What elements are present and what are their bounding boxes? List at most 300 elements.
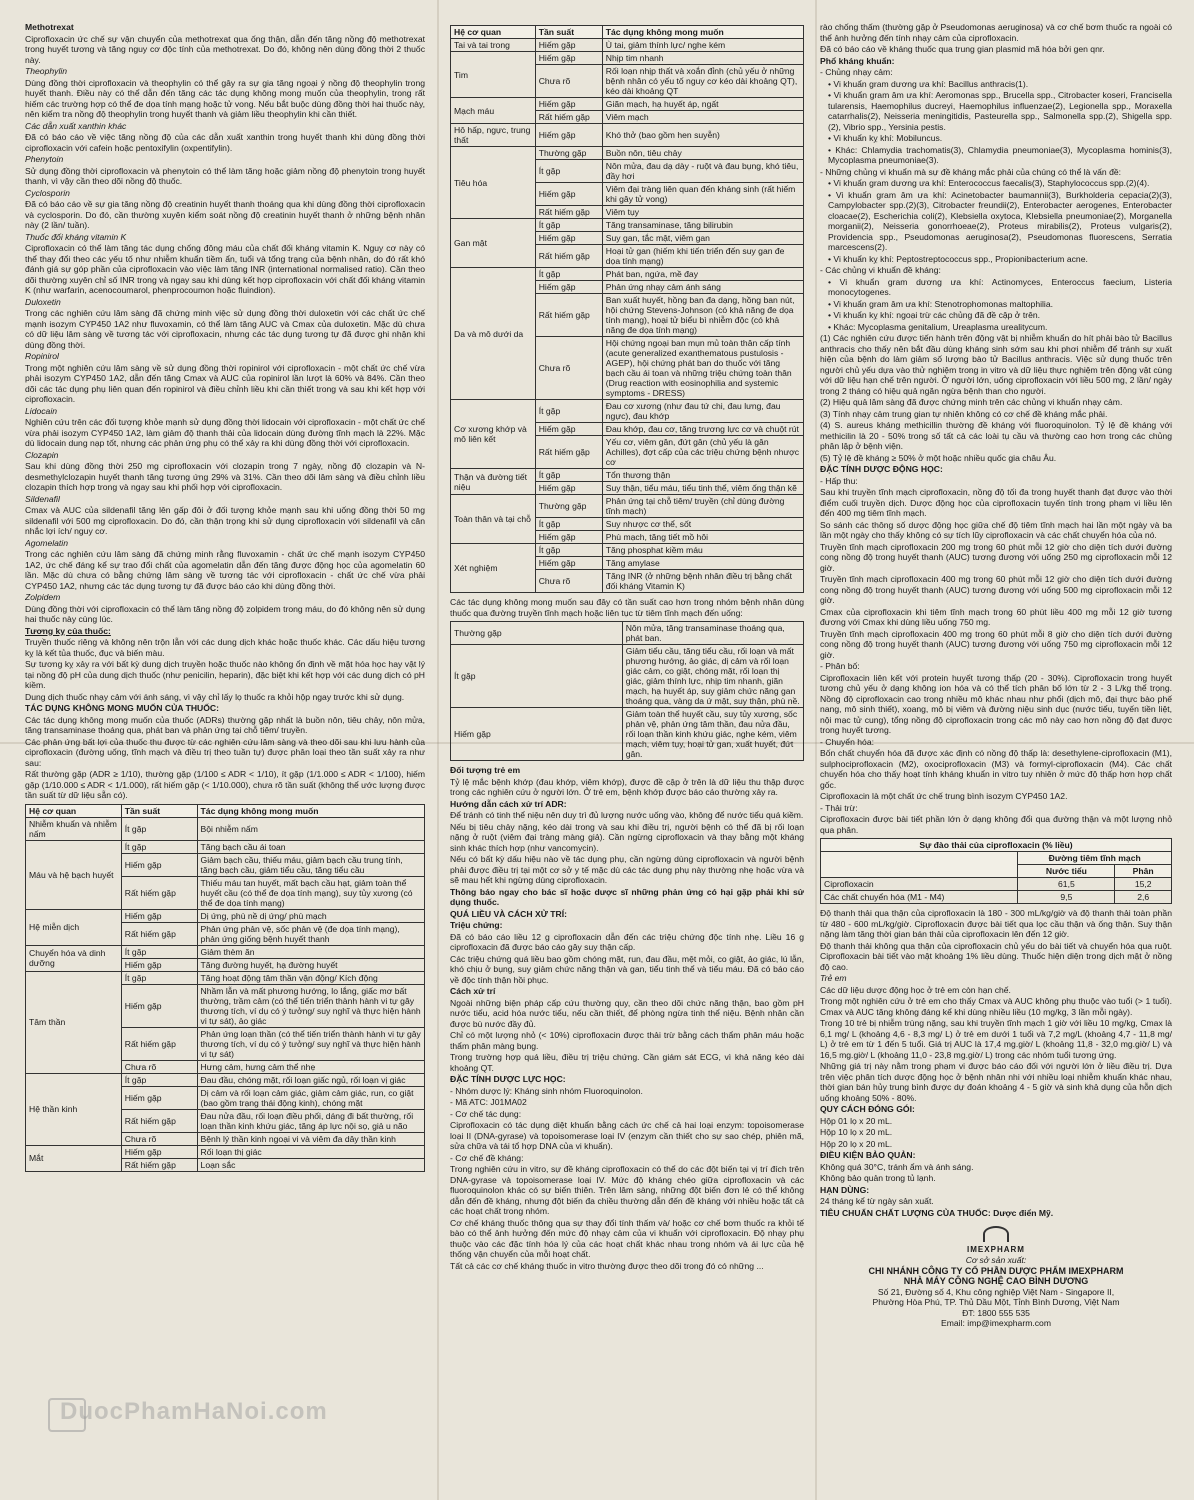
address-line: Số 21, Đường số 4, Khu công nghiệp Việt Nam - Singapore II,	[877, 1286, 1115, 1297]
table-row	[26, 971, 425, 984]
table-cell: Hiếm gặp	[535, 183, 602, 206]
table-cell: Hiếm gặp	[535, 531, 602, 544]
bullet-icon: •	[828, 310, 834, 320]
table-row	[26, 840, 425, 853]
table-cell: Tăng đường huyết, hạ đường huyết	[197, 958, 424, 971]
paragraph: Trong trường hợp quá liều, điều trị triệu chứng. Cần giám sát ECG, vì khả năng kéo dài khoảng QT.	[450, 1052, 804, 1073]
table-cell: Nhầm lẫn và mất phương hướng, lo lắng, giấc mơ bất thường, trầm cảm (có thể tiến triển thành hành vi tự gây thương tích, ví dụ có ý tưởng/ suy nghĩ và thực hiện hành vi tự sát), ảo giác	[197, 984, 424, 1027]
paragraph: Truyền tĩnh mạch ciprofloxacin 400 mg trong 60 phút mỗi 12 giờ cho diện tích dưới đường cong nồng độ trong huyết thanh (AUC) tương đương với uống 500 mg ciprofloxacin mỗi 12 giờ.	[820, 574, 1172, 605]
subheading: Zolpidem	[25, 592, 61, 602]
table-cell: Ù tai, giảm thính lực/ nghe kém	[602, 39, 803, 52]
logo-text: IMEXPHARM	[967, 1244, 1025, 1254]
bullet-icon: •	[828, 78, 834, 89]
paragraph: Hộp 01 lọ x 20 mL.	[820, 1115, 893, 1126]
table-row	[451, 469, 804, 482]
table-cell: Mạch máu	[451, 98, 536, 124]
paragraph	[820, 190, 1172, 253]
adverse-effects-table-1	[25, 804, 425, 1172]
table-row	[451, 708, 804, 761]
table-header: Tác dụng không mong muốn	[197, 804, 424, 817]
table-row	[451, 544, 804, 557]
paragraph: Truyền tĩnh mạch ciprofloxacin 200 mg trong 60 phút mỗi 12 giờ cho diện tích dưới đường cong nồng độ trong huyết thanh (AUC) tương đương với uống 250 mg ciprofloxacin mỗi 12 giờ.	[820, 541, 1172, 573]
paragraph: Các phản ứng bất lợi của thuốc thu được từ các nghiên cứu lâm sàng và theo dõi sau khi lưu hành của ciprofloxacin (đường uống, tĩnh mạch và điều trị theo tuần tự) được phân loại theo tần suất xảy ra như sau:	[25, 736, 425, 768]
paragraph: Đã có báo cáo về sự gia tăng nồng độ creatinin huyết thanh thoáng qua khi dùng đồng thời ciprofloxacin và cyclosporin. Do đó, cần thường xuyên kiểm soát nồng độ creatinin huyết thanh ở những bệnh nhân này (2 lần/ tuần).	[25, 199, 425, 230]
paragraph: Sau khi dùng đồng thời 250 mg ciprofloxacin với clozapin trong 7 ngày, nồng độ clozapin và N-desmethylclozapin huyết thanh tăng tương ứng 29% và 31%. Cần theo dõi lâm sàng và điều chỉnh liều clozapin thích hợp trong và ngay sau khi phối hợp với ciprofloxacin.	[25, 461, 425, 492]
paragraph: (2) Hiệu quả lâm sàng đã được chứng minh trên các chủng vi khuẩn nhạy cảm.	[820, 397, 1123, 407]
subheading: Ropinirol	[25, 351, 59, 361]
table-cell: Thận và đường tiết niệu	[451, 469, 536, 495]
right-column	[820, 22, 1172, 1492]
paragraph: Dùng đồng thời ciprofloxacin và theophylin có thể gây ra sự gia tăng ngoại ý nồng độ theophylin trong huyết thanh. Điều này có thể dẫn đến tăng các tác dụng không mong muốn của theophylin, trong rất hiếm các trường hợp có thể đe dọa tính mạng hoặc tử vong. Nếu bắt buộc dùng đồng thời hai thuốc này, nên kiểm tra nồng độ theophylin trong huyết thanh và giảm liều theophylin khi cần thiết.	[25, 77, 425, 119]
bullet-text: Vi khuẩn kỵ khí: ngoại trừ các chủng đã đề cập ở trên.	[833, 310, 1041, 320]
paragraph: Ngoài những biện pháp cấp cứu thường quy, cần theo dõi chức năng thận, bao gồm pH nước tiểu, acid hóa nước tiểu, nếu cần thiết, để phòng ngừa tinh thể niệu. Bệnh nhân cần được bù nước đầy đủ.	[450, 997, 804, 1029]
table-cell: Hiếm gặp	[121, 853, 197, 876]
table-cell: Hội chứng ngoại ban mụn mủ toàn thân cấp tính (acute generalized exanthematous pustulosis - AGEP), hội chứng phát ban do thuốc với tăng bạch cầu ái toan và những triệu chứng toàn thân (Drug reaction with eosinophilia and systemic symptoms - DRESS)	[602, 337, 803, 400]
paragraph: Trong 10 trẻ bị nhiễm trùng nặng, sau khi truyền tĩnh mạch 1 giờ với liều 10 mg/kg, Cmax là 6,1 mg/ L (khoảng 4,6 - 8,3 mg/ L) ở trẻ em dưới 1 tuổi và 7,2 mg/L (khoảng 4,7 - 11,8 mg/ L) ở trẻ em từ 1 đến 5 tuổi. Giá trị AUC là 17,4 mg.giờ/ L (khoảng 11,8 - 32,0 mg.giờ/ L) và 16,5 mg.giờ/ L (khoảng 11,0 - 23,8 mg.giờ/ L) trong các nhóm tuổi tương ứng.	[820, 1018, 1172, 1060]
paragraph: Ciprofloxacin là một chất ức chế trung bình isozym CYP450 1A2.	[820, 791, 1068, 801]
table-cell: Tâm thần	[26, 971, 122, 1073]
table-row	[451, 268, 804, 281]
paragraph: Nghiên cứu trên các đối tượng khỏe mạnh sử dụng đồng thời lidocain với ciprofloxacin - một chất ức chế vừa phải isozym CYP450 1A2, làm giảm độ thanh thải của lidocain dùng đường tĩnh mạch là 22%. Mặc dù lidocain dung nạp tốt, nhưng các phản ứng phụ có thể xảy ra khi dùng đồng thời với ciprofloxacin.	[25, 417, 425, 448]
bullet-text: Khác: Mycoplasma genitalium, Ureaplasma urealitycum.	[833, 321, 1048, 332]
table-cell: Hiếm gặp	[121, 1086, 197, 1109]
table-cell: Máu và hệ bạch huyết	[26, 840, 122, 909]
table-row	[451, 147, 804, 160]
table-cell: Rất hiếm gặp	[121, 1158, 197, 1171]
paragraph	[820, 310, 1172, 321]
company-name: CHI NHÁNH CÔNG TY CỔ PHẦN DƯỢC PHẨM IMEXPHARM	[868, 1265, 1124, 1276]
section-heading: Thông báo ngay cho bác sĩ hoặc dược sĩ những phản ứng có hại gặp phải khi sử dụng thuốc.	[450, 886, 804, 907]
section-heading: ĐIỀU KIỆN BẢO QUẢN:	[820, 1150, 916, 1160]
paragraph: Đã có báo cáo về kháng thuốc qua trung gian plasmid mã hóa bởi gen qnr.	[820, 44, 1105, 54]
bullet-text: Vi khuẩn gram âm ưa khí: Acinetobacter baumannii(3), Burkholderia cepacia(2)(3), Campylobacter spp.(2)(3), Citrobacter freundii(2), Enterobacter aerogenes, Enterobacter cloacae(2), Escherichia coli(2), Klebsiella oxytoca, Klebsiella pneumoniae(2), Morganella morganii(2), Neisseria gonorrhoeae(2), Proteus mirabilis(2), Proteus vulgaris(2), Providencia spp., Pseudomonas aeruginosa(2), Pseudomonas fluorescens, Serratia marcescens(2).	[828, 189, 1172, 252]
table-cell: Buồn nôn, tiêu chảy	[602, 147, 803, 160]
table-cell: Tăng hoạt động tâm thần vận động/ Kích động	[197, 971, 424, 984]
table-cell: Đau nửa đầu, rối loạn điều phối, dáng đi bất thường, rối loạn thần kinh khứu giác, tăng áp lực nội sọ, giả u não	[197, 1109, 424, 1132]
table-cell: Ít gặp	[535, 469, 602, 482]
table-cell: Ít gặp	[121, 945, 197, 958]
section-heading: Tương kỵ của thuốc:	[25, 625, 111, 636]
left-paragraphs	[25, 22, 425, 801]
excretion-col: Nước tiểu	[1018, 865, 1115, 878]
table-row	[451, 98, 804, 111]
imexpharm-logo	[820, 1226, 1172, 1255]
paragraph: Dùng đồng thời với ciprofloxacin có thể làm tăng nồng độ zolpidem trong máu, do đó không nên sử dụng hai thuốc này cùng lúc.	[25, 603, 425, 624]
paragraph: (4) S. aureus kháng methicillin thường đề kháng với fluoroquinolon. Tỷ lệ đề kháng với methicilin là 20 - 50% trong số tất cả các loài tụ cầu và thường cao hơn trong các chủng phân lập ở bệnh viện.	[820, 420, 1172, 451]
table-row	[451, 495, 804, 518]
table-cell: Ít gặp	[535, 544, 602, 557]
paragraph: Nếu có bất kỳ dấu hiệu nào về tác dụng phụ, cần ngừng dùng ciprofloxacin và người bệnh phải được điều trị tại một cơ sở y tế mặc dù các tác dụng phụ này thường nhẹ hoặc vừa và sẽ mau hết khi ngừng dùng ciprofloxacin.	[450, 854, 804, 885]
email: Email: imp@imexpharm.com	[941, 1318, 1051, 1328]
table-cell: Hiếm gặp	[121, 958, 197, 971]
table-cell: Nôn mửa, đau dạ dày - ruột và đau bụng, khó tiêu, đầy hơi	[602, 160, 803, 183]
paragraph: Dung dịch thuốc nhạy cảm với ánh sáng, vì vậy chỉ lấy lọ thuốc ra khỏi hộp ngay trước khi sử dụng.	[25, 691, 405, 702]
bullet-icon: •	[828, 321, 834, 332]
table-row	[451, 52, 804, 65]
paragraph: Ciprofloxacin được bài tiết phần lớn ở dạng không đổi qua đường thận và một lượng nhỏ qua phân.	[820, 814, 1172, 835]
table-cell: Tăng transaminase, tăng bilirubin	[602, 219, 803, 232]
excretion-table	[820, 838, 1172, 904]
table-cell: Bệnh lý thần kinh ngoại vi và viêm đa dây thần kinh	[197, 1132, 424, 1145]
paragraph	[820, 322, 1172, 333]
paragraph: Truyền tĩnh mạch ciprofloxacin 400 mg trong 60 phút mỗi 8 giờ cho diện tích dưới đường cong nồng độ trong huyết thanh (AUC) tương đương với uống 750 mg ciprofloxacin mỗi 12 giờ.	[820, 628, 1172, 660]
table-cell: Rất hiếm gặp	[535, 111, 602, 124]
table-cell: Tăng INR (ở những bệnh nhân điều trị bằng chất đối kháng Vitamin K)	[602, 570, 803, 593]
table-cell: Thường gặp	[535, 495, 602, 518]
table-cell: Chuyển hóa và dinh dưỡng	[26, 945, 122, 971]
table-cell: Chưa rõ	[121, 1132, 197, 1145]
table-cell: Giảm bạch cầu, thiếu máu, giảm bạch cầu trung tính, tăng bạch cầu, giảm tiểu cầu, tăng tiểu cầu	[197, 853, 424, 876]
bullet-text: Vi khuẩn gram dương ưa khí: Bacillus anthracis(1).	[833, 78, 1029, 89]
right-paragraphs-2	[820, 908, 1172, 1218]
table-cell: Tổn thương thận	[602, 469, 803, 482]
paragraph: - Hấp thu:	[820, 475, 858, 486]
paragraph: Cmax và AUC của sildenafil tăng lên gấp đôi ở đối tượng khỏe mạnh sau khi uống đồng thời 50 mg sildenafil với 500 mg ciprofloxacin. Do đó, cần thận trọng khi sử dụng ciprofloxacin với sildenafil và cân nhắc lợi ích/ nguy cơ.	[25, 505, 425, 536]
table-cell: Chưa rõ	[535, 65, 602, 98]
excretion-table-title: Sự đào thải của ciprofloxacin (% liều)	[821, 839, 1172, 852]
subheading: Sildenafil	[25, 493, 60, 504]
paragraph: Độ thanh thải không qua thận của ciprofloxacin chủ yếu do bài tiết và chuyển hóa qua ruột. Ciprofloxacin bài tiết vào mật khoảng 1% liều dùng. Thuốc hiện diện trong dịch mật ở nồng độ cao.	[820, 940, 1172, 972]
paragraph: - Các chủng vi khuẩn đề kháng:	[820, 265, 941, 275]
section-heading: Triệu chứng:	[450, 920, 503, 930]
table-cell: Ít gặp	[535, 400, 602, 423]
paragraph: So sánh các thông số dược động học giữa chế độ tiêm tĩnh mạch hai lần một ngày và ba lần một ngày cho thấy không có sự tích lũy ciprofloxacin và các chất chuyển hóa của nó.	[820, 519, 1172, 540]
bullet-icon: •	[828, 90, 834, 100]
table-cell: Ít gặp	[121, 840, 197, 853]
excretion-cell: 2,6	[1115, 891, 1172, 904]
paragraph: Trong các nghiên cứu lâm sàng đã chứng minh việc sử dụng đồng thời duloxetin với các chất ức chế mạnh isozym CYP450 1A2 như fluvoxamin, có thể làm tăng AUC và Cmax của duloxetin. Mặc dù chưa có dữ liệu lâm sàng về tương tác với ciprofloxacin, nhưng các tác dụng tương tự đã được ghi nhận khi dùng đồng thời.	[25, 308, 425, 350]
table-cell: Thường gặp	[535, 147, 602, 160]
table-cell: Yếu cơ, viêm gân, đứt gân (chủ yếu là gân Achilles), đợt cấp của các triệu chứng bệnh nhược cơ	[602, 436, 803, 469]
paragraph: Rất thường gặp (ADR ≥ 1/10), thường gặp (1/100 ≤ ADR < 1/10), ít gặp (1/1.000 ≤ ADR < 1/100), hiếm gặp (1/10.000 ≤ ADR < 1/1.000), rất hiếm gặp (< 1/10.000), chưa rõ tần suất (không thể ước lượng được tần suất từ dữ liệu sẵn có).	[25, 769, 425, 800]
table-cell: Hiếm gặp	[535, 557, 602, 570]
section-heading: Phổ kháng khuẩn:	[820, 55, 895, 66]
paragraph: Hộp 20 lọ x 20 mL.	[820, 1138, 893, 1149]
table-cell: Hiếm gặp	[121, 1145, 197, 1158]
table-cell: Viêm mạch	[602, 111, 803, 124]
table-header: Tần suất	[121, 804, 197, 817]
table-cell: Phản ứng nhạy cảm ánh sáng	[602, 281, 803, 294]
paragraph: - Phân bố:	[820, 661, 860, 671]
paragraph: Tất cả các cơ chế kháng thuốc in vitro thường được theo dõi trong đó có những ...	[450, 1260, 764, 1271]
phone: ĐT: 1800 555 535	[962, 1307, 1030, 1318]
paragraph: Hộp 10 lọ x 20 mL.	[820, 1127, 893, 1137]
paragraph: Nếu bị tiêu chảy nặng, kéo dài trong và sau khi điều trị, người bệnh có thể đã bị rối loạn nặng ở ruột (viêm đại tràng màng giả). Cần ngừng ciprofloxacin và thay bằng một kháng sinh khác thích hợp (như vancomycin).	[450, 821, 804, 853]
table-row	[451, 124, 804, 147]
table-row	[26, 1145, 425, 1158]
table-cell: Cơ xương khớp và mô liên kết	[451, 400, 536, 469]
paragraph: Độ thanh thải qua thận của ciprofloxacin là 180 - 300 mL/kg/giờ và độ thanh thải toàn phần từ 480 - 600 mL/kg/giờ. Ciprofloxacin được bài tiết qua lọc cầu thận và ống thận. Suy thận nặng làm tăng thời gian bán thải của ciprofloxacin lên đến 12 giờ.	[820, 908, 1172, 939]
table-header: Hệ cơ quan	[26, 804, 122, 817]
paragraph: Trong một nghiên cứu lâm sàng về sử dụng đồng thời ropinirol với ciprofloxacin - một chất ức chế vừa phải isozym CYP450 1A2, dẫn đến tăng Cmax và AUC của ropinirol lần lượt là 60% và 84%. Cần theo dõi các tác dụng phụ liên quan đến ropinirol và điều chỉnh liều khi cần thiết trong và sau khi kết hợp với ciprofloxacin.	[25, 362, 425, 404]
subheading: Thuốc đối kháng vitamin K	[25, 231, 127, 242]
middle-column	[450, 22, 804, 1492]
table-cell: Phát ban, ngứa, mề đay	[602, 268, 803, 281]
paragraph: Trong các nghiên cứu lâm sàng đã chứng minh rằng fluvoxamin - chất ức chế mạnh isozym CYP450 1A2, ức chế đáng kể sự trao đổi chất của agomelatin dẫn đến tăng được động học của agomelatin 60 lần. Mặc dù chưa có bằng chứng lâm sàng về tương tác với ciprofloxacin - chất ức chế vừa phải CYP450 1A2, nhưng các tác dụng tương tự đã được báo cáo khi dùng đồng thời.	[25, 549, 425, 591]
bullet-icon: •	[828, 189, 836, 200]
section-heading: QUY CÁCH ĐÓNG GÓI:	[820, 1104, 915, 1114]
paragraph	[820, 145, 1172, 166]
paragraph: Ciprofloxacin có thể làm tăng tác dụng chống đông máu của chất đối kháng vitamin K. Nguy cơ này có thể thay đổi theo các yếu tố như nhiễm khuẩn tiềm ẩn, tuổi và tổng trạng của bệnh nhân, do đó rất khó đánh giá sự góp phần của ciprofloxacin vào việc làm tăng INR (international normalised ratio). Cần theo dõi thường xuyên chỉ số INR trong và ngay sau khi dùng kết hợp ciprofloxacin với chất đối kháng vitamin K (như warfarin, acenocoumarol, phenprocoumon hoặc fluindion).	[25, 243, 425, 295]
excretion-subheader: Đường tiêm tĩnh mạch	[1018, 852, 1172, 865]
middle-paragraphs	[450, 765, 804, 1271]
bullet-text: Vi khuẩn gram dương ưa khí: Actinomyces, Enteroccus faecium, Listeria monocytogenes.	[828, 276, 1172, 297]
paragraph: Sau khi truyền tĩnh mạch ciprofloxacin, nồng độ tối đa trong huyết thanh đạt được vào thời điểm cuối truyền dịch. Dược động học của ciprofloxacin tuyến tính trong phạm vi liều lên đến 400 mg tiêm tĩnh mạch.	[820, 487, 1172, 518]
table-header: Tần suất	[535, 26, 602, 39]
paragraph: Sự tương kỵ xảy ra với bất kỳ dung dịch truyền hoặc thuốc nào không ổn định về mặt hóa học hay vật lý tại nồng độ pH của dung dịch thuốc (như penicilin, heparin), đặc biệt khi kết hợp với các dung dịch có pH kiềm.	[25, 659, 425, 690]
table-cell: Hiếm gặp	[535, 52, 602, 65]
table-row	[451, 400, 804, 423]
table-cell: Giảm tiểu cầu, tăng tiểu cầu, rối loạn và mất phương hướng, ảo giác, dị cảm và rối loạn giác cảm, co giật, chóng mặt, rối loạn thị giác, giảm thính lực, nhịp tim nhanh, giãn mạch, hạ huyết áp, suy giảm chức năng gan thoáng qua, vàng da ứ mật, suy thận, phù nề.	[622, 645, 803, 708]
table-row	[451, 39, 804, 52]
paragraph: Ciprofloxacin có tác dụng diệt khuẩn bằng cách ức chế cả hai loại enzym: topoisomerase loại II (DNA-gyrase) và topoisomerase loại IV (enzym cần thiết cho sự sao chép, phiên mã, sửa chữa và tái tổ hợp DNA của vi khuẩn).	[450, 1120, 804, 1151]
paragraph: Ciprofloxacin liên kết với protein huyết tương thấp (20 - 30%). Ciprofloxacin trong huyết tương chủ yếu ở dạng không ion hóa và có thể tích phân bố lớn từ 2 - 3 L/kg thể trọng. Nồng độ ciprofloxacin cao trong nhiều mô khác nhau như phổi (dịch mô, đại thực bào phế nang, mô sinh thiết), xoang, mô bị viêm và đường niệu sinh dục (nước tiểu, tuyến tiền liệt, nội mạc tử cung), tổng nồng độ ciprofloxacin trong các mô này cao hơn nồng độ đạt được trong huyết tương.	[820, 672, 1172, 735]
paragraph: (5) Tỷ lệ đề kháng ≥ 50% ở một hoặc nhiều quốc gia châu Âu.	[820, 452, 1057, 463]
table-cell: Suy thận, tiểu máu, tiểu tinh thể, viêm ống thận kẽ	[602, 482, 803, 495]
table-cell: Da và mô dưới da	[451, 268, 536, 400]
subheading: Agomelatin	[25, 537, 68, 548]
table-cell: Rất hiếm gặp	[121, 876, 197, 909]
table-cell: Hiếm gặp	[535, 39, 602, 52]
adverse-effects-table-2	[450, 25, 804, 593]
table-cell: Hiếm gặp	[535, 232, 602, 245]
paragraph: - Cơ chế tác dụng:	[450, 1108, 522, 1119]
table-cell: Hiếm gặp	[451, 708, 623, 761]
table-cell: Hô hấp, ngực, trung thất	[451, 124, 536, 147]
table-cell: Rối loạn thị giác	[197, 1145, 424, 1158]
table-cell: Ít gặp	[121, 817, 197, 840]
table-cell: Viêm tụy	[602, 206, 803, 219]
section-heading: Hướng dẫn cách xử trí ADR:	[450, 798, 567, 809]
table-cell: Phản ứng tại chỗ tiêm/ truyền (chỉ dùng đường tĩnh mạch)	[602, 495, 803, 518]
excretion-cell: Ciprofloxacin	[821, 878, 1018, 891]
paragraph	[820, 178, 1172, 189]
paragraph: Sử dụng đồng thời ciprofloxacin và phenytoin có thể làm tăng hoặc giảm nồng độ phenytoin trong huyết thanh, vì vậy cần theo dõi nồng độ thuốc.	[25, 165, 425, 186]
table-cell: Nhịp tim nhanh	[602, 52, 803, 65]
factory-name: NHÀ MÁY CÔNG NGHỆ CAO BÌNH DƯƠNG	[903, 1276, 1089, 1286]
paragraph: (1) Các nghiên cứu được tiến hành trên động vật bị nhiễm khuẩn do hít phải bào tử Bacillus anthracis cho thấy nên bắt đầu dùng kháng sinh sớm sau khi phơi nhiễm để tránh sự xuất hiện của bệnh do làm giảm số lượng bào tử Bacillus anthracis. Việc sử dụng thuốc trên người chủ yếu dựa vào thử nghiệm trong in vitro và dữ liệu thực nghiệm trên động vật cùng với dữ liệu hạn chế trên người. Ở người lớn, uống ciprofloxacin với liều 500 mg, 2 lần/ ngày trong 2 tháng có hiệu quả ngăn ngừa bệnh than cho người.	[820, 333, 1172, 396]
paragraph: - Chủng nhạy cảm:	[820, 67, 893, 77]
section-heading: ĐẶC TÍNH DƯỢC ĐỘNG HỌC:	[820, 464, 943, 474]
paragraph: Những giá trị này nằm trong phạm vi được báo cáo đối với người lớn ở liều điều trị. Dựa trên việc phân tích dược động học ở bệnh nhân nhi với nhiều loại nhiễm khuẩn khác nhau, thời gian bán hủy trung bình được dự đoán khoảng 4 - 5 giờ và sinh khả dụng của hỗn dịch uống khoảng 50% - 80%.	[820, 1061, 1172, 1103]
paragraph: Đã có báo cáo về việc tăng nồng độ của các dẫn xuất xanthin trong huyết thanh khi dùng đồng thời ciprofloxacin với cafein hoặc pentoxifylin (oxpentifylin).	[25, 132, 425, 153]
section-heading: ĐẶC TÍNH DƯỢC LỰC HỌC:	[450, 1074, 566, 1084]
table-cell: Thiếu máu tan huyết, mất bạch cầu hạt, giảm toàn thể huyết cầu (có thể đe dọa tính mạng), suy tủy xương (có thể đe dọa tính mạng)	[197, 876, 424, 909]
table-cell: Ít gặp	[121, 1073, 197, 1086]
table-cell: Loạn sắc	[197, 1158, 424, 1171]
table-cell: Hiếm gặp	[535, 423, 602, 436]
subheading: Phenytoin	[25, 154, 64, 164]
table-cell: Giãn mạch, hạ huyết áp, ngất	[602, 98, 803, 111]
paragraph: - Thải trừ:	[820, 802, 858, 813]
table-cell: Đau cơ xương (như đau tứ chi, đau lưng, đau ngực), đau khớp	[602, 400, 803, 423]
table-cell: Rất hiếm gặp	[121, 1109, 197, 1132]
paragraph: - Mã ATC: J01MA02	[450, 1097, 527, 1107]
section-heading: TÁC DỤNG KHÔNG MONG MUỐN CỦA THUỐC:	[25, 703, 219, 713]
table-cell: Hệ miễn dịch	[26, 909, 122, 945]
table-cell: Hiếm gặp	[121, 909, 197, 922]
bullet-text: Vi khuẩn gram âm ưa khí: Stenotrophomonas maltophilia.	[833, 298, 1054, 309]
table-cell: Bội nhiễm nấm	[197, 817, 424, 840]
section-heading: QUÁ LIỀU VÀ CÁCH XỬ TRÍ:	[450, 908, 567, 919]
table-cell: Hiếm gặp	[121, 984, 197, 1027]
table-cell: Ít gặp	[121, 971, 197, 984]
subheading: Trẻ em	[820, 973, 847, 983]
bullet-text: Vi khuẩn kỵ khí: Peptostreptococcus spp., Propionibacterium acne.	[833, 253, 1088, 264]
table-header: Tác dụng không mong muốn	[602, 26, 803, 39]
table-cell: Ít gặp	[535, 518, 602, 531]
bullet-text: Khác: Chlamydia trachomatis(3), Chlamydia pneumoniae(3), Mycoplasma hominis(3), Mycoplasma pneumoniae(3).	[828, 144, 1172, 165]
table-cell: Đau khớp, đau cơ, tăng trương lực cơ và chuột rút	[602, 423, 803, 436]
bullet-icon: •	[828, 276, 840, 287]
address-line: Phường Hòa Phú, TP. Thủ Dầu Một, Tỉnh Bình Dương, Việt Nam	[872, 1297, 1120, 1307]
paragraph: Các triệu chứng quá liều bao gồm chóng mặt, run, đau đầu, mệt mỏi, co giật, ảo giác, lú lẫn, khó chịu ở bụng, suy giảm chức năng thận và gan, tiểu tinh thể và tiểu máu. Đã có báo cáo về độc tính thận hồi phục.	[450, 953, 804, 985]
table-cell: Chưa rõ	[535, 570, 602, 593]
table-cell: Ít gặp	[451, 645, 623, 708]
table-cell: Hiếm gặp	[535, 98, 602, 111]
subheading: Clozapin	[25, 449, 59, 460]
table-row	[26, 909, 425, 922]
bullet-text: Vi khuẩn gram dương ưa khí: Enterococcus faecalis(3), Staphylococcus spp.(2)(4).	[833, 178, 1150, 188]
table-cell: Phản ứng loạn thần (có thể tiến triển thành hành vi tự gây thương tích, ví dụ có ý tưởng/ suy nghĩ và thực hiện hành vi tự sát)	[197, 1027, 424, 1060]
table-cell: Xét nghiệm	[451, 544, 536, 593]
paragraph: rào chống thấm (thường gặp ở Pseudomonas aeruginosa) và cơ chế bơm thuốc ra ngoài có thể ảnh hưởng đến tính nhạy cảm của ciprofloxacin.	[820, 22, 1172, 43]
table-cell: Dị ứng, phù nề dị ứng/ phù mạch	[197, 909, 424, 922]
table-cell: Khó thở (bao gồm hen suyễn)	[602, 124, 803, 147]
table-cell: Tăng amylase	[602, 557, 803, 570]
excretion-cell: Các chất chuyển hóa (M1 - M4)	[821, 891, 1018, 904]
paragraph: - Nhóm dược lý: Kháng sinh nhóm Fluoroquinolon.	[450, 1085, 643, 1096]
table-cell: Rất hiếm gặp	[535, 294, 602, 337]
table-cell: Toàn thân và tại chỗ	[451, 495, 536, 544]
logo-icon	[983, 1226, 1009, 1242]
paragraph: Không bảo quản trong tủ lạnh.	[820, 1173, 936, 1183]
paragraph: Truyền thuốc riêng và không nên trộn lẫn với các dung dịch khác hoặc thuốc khác. Các dấu hiệu tương kỵ là kết tủa thuốc, đục và biến màu.	[25, 637, 425, 658]
paragraph	[820, 90, 1172, 132]
right-paragraphs	[820, 22, 1172, 835]
paragraph: Đã có báo cáo liều 12 g ciprofloxacin dẫn đến các triệu chứng độc tính nhẹ. Liều 16 g ciprofloxacin đã được báo cáo gây suy thận cấp.	[450, 931, 804, 952]
table-cell: Chưa rõ	[535, 337, 602, 400]
table-cell: Giảm toàn thể huyết cầu, suy tủy xương, sốc phản vệ, phản ứng tâm thần, đau nửa đầu, rối loạn thần kinh khứu giác, nghe kém, viêm mạch, viêm tụy, hoại tử gan, xuất huyết, đứt gân.	[622, 708, 803, 761]
table-cell: Viêm đại tràng liên quan đến kháng sinh (rất hiếm khi gây tử vong)	[602, 183, 803, 206]
watermark: DuocPhamHaNoi.com	[60, 1398, 328, 1425]
table-row	[451, 219, 804, 232]
section-heading: HẠN DÙNG:	[820, 1184, 870, 1195]
paragraph: Các dữ liệu dược động học ở trẻ em còn hạn chế.	[820, 984, 1011, 995]
bullet-icon: •	[828, 133, 834, 143]
paragraph: Trong nghiên cứu in vitro, sự đề kháng ciprofloxacin có thể do các đột biến tại vị trí đích trên DNA-gyrase và topoisomerase loại IV. Mức độ kháng chéo giữa ciprofloxacin và các fluoroquinolon khác có sự biến thiên. Trên lâm sàng, những đột biến đơn lẻ có thể không dẫn đến đề kháng, nhưng đột biến đa chiều thường dẫn đến đề kháng với nhiều hoặc tất cả các hoạt chất trong nhóm.	[450, 1164, 804, 1216]
table-cell: Tai và tai trong	[451, 39, 536, 52]
bullet-icon: •	[828, 298, 834, 309]
subheading: Lidocain	[25, 405, 58, 416]
paragraph	[820, 133, 1172, 144]
section-heading: TIÊU CHUẨN CHẤT LƯỢNG CỦA THUỐC: Dược điển Mỹ.	[820, 1207, 1054, 1218]
table-row	[451, 645, 804, 708]
table-cell: Ít gặp	[535, 160, 602, 183]
table-cell: Ít gặp	[535, 219, 602, 232]
paragraph	[820, 79, 1172, 90]
paragraph	[820, 277, 1172, 298]
table-cell: Suy gan, tắc mật, viêm gan	[602, 232, 803, 245]
excretion-cell: 61,5	[1018, 878, 1115, 891]
excretion-cell: 15,2	[1115, 878, 1172, 891]
table-cell: Gan mật	[451, 219, 536, 268]
paragraph: - Chuyển hóa:	[820, 736, 874, 747]
paragraph: Ciprofloxacin ức chế sự vận chuyển của methotrexat qua ống thận, dẫn đến tăng nồng độ methotrexat trong huyết tương và tăng nguy cơ độc tính của methotrexat. Do đó, không nên dùng đồng thời 2 thuốc này.	[25, 33, 425, 65]
paragraph: Cơ chế kháng thuốc thông qua sự thay đổi tính thấm và/ hoặc cơ chế bơm thuốc ra khỏi tế bào có thể ảnh hưởng đến mức độ nhạy cảm của vi khuẩn với ciprofloxacin. Độ nhạy phụ thuộc vào các đặc tính hóa lý của các hoạt chất khác nhau trong nhóm và ái lực của hệ thống vận chuyển của mỗi hoạt chất.	[450, 1217, 804, 1259]
table-cell: Hiếm gặp	[535, 482, 602, 495]
section-heading: Cách xử trí	[450, 986, 496, 996]
subheading: Các dẫn xuất xanthin khác	[25, 120, 127, 131]
excretion-col: Phân	[1115, 865, 1172, 878]
table-cell: Rất hiếm gặp	[121, 1027, 197, 1060]
iv-intro: Các tác dụng không mong muốn sau đây có tần suất cao hơn trong nhóm bệnh nhân dùng thuốc qua đường truyền tĩnh mạch hoặc liên tục từ tiêm tĩnh mạch đến uống:	[450, 597, 804, 618]
section-heading: Methotrexat	[25, 22, 74, 32]
subheading: Duloxetin	[25, 296, 61, 307]
bullet-text: Vi khuẩn kỵ khí: Mobiluncus.	[833, 133, 943, 143]
table-cell: Giảm thèm ăn	[197, 945, 424, 958]
bullet-text: Vi khuẩn gram âm ưa khí: Aeromonas spp., Brucella spp., Citrobacter koseri, Francisella tularensis, Haemophilus ducreyi, Haemophilus influenzae(2), Legionella spp., Moraxella catarrhalis(2), Neisseria meningitidis, Pasteurella spp., Salmonella spp.(2), Shigella spp.(2), Vibrio spp., Yersinia pestis.	[828, 90, 1172, 132]
table-cell: Dị cảm và rối loạn cảm giác, giảm cảm giác, run, co giật (bao gồm trạng thái động kinh), chóng mặt	[197, 1086, 424, 1109]
paragraph: 24 tháng kể từ ngày sản xuất.	[820, 1196, 934, 1206]
table-cell: Nhiễm khuẩn và nhiễm nấm	[26, 817, 122, 840]
table-row	[26, 945, 425, 958]
paragraph: Cmax của ciprofloxacin khi tiêm tĩnh mạch trong 60 phút liều 400 mg mỗi 12 giờ tương đương với Cmax khi dùng liều uống 750 mg.	[820, 606, 1172, 627]
bullet-icon: •	[828, 253, 834, 264]
table-cell: Đau đầu, chóng mặt, rối loạn giấc ngủ, rối loạn vị giác	[197, 1073, 424, 1086]
table-cell: Rối loạn nhịp thất và xoắn đỉnh (chủ yếu ở những bệnh nhân có yếu tố nguy cơ kéo dài khoảng QT), kéo dài khoảng QT	[602, 65, 803, 98]
paragraph: (3) Tính nhạy cảm trung gian tự nhiên không có cơ chế đề kháng mắc phải.	[820, 408, 1108, 419]
table-cell: Hưng cảm, hưng cảm thể nhẹ	[197, 1060, 424, 1073]
paragraph: Các tác dụng không mong muốn của thuốc (ADRs) thường gặp nhất là buồn nôn, tiêu chảy, nôn mửa, tăng transaminase thoáng qua, phát ban và phản ứng tại chỗ tiêm/ truyền.	[25, 714, 425, 735]
table-row	[26, 817, 425, 840]
excretion-cell: 9,5	[1018, 891, 1115, 904]
table-cell: Hệ thần kinh	[26, 1073, 122, 1145]
section-heading: Đối tượng trẻ em	[450, 765, 521, 775]
paragraph: - Những chủng vi khuẩn mà sự đề kháng mắc phải của chúng có thể là vấn đề:	[820, 166, 1122, 177]
manufacturer-label: Cơ sở sản xuất:	[965, 1255, 1027, 1265]
table-cell: Hiếm gặp	[535, 124, 602, 147]
table-cell: Rất hiếm gặp	[535, 206, 602, 219]
subheading: Theophylin	[25, 66, 68, 76]
fold-line	[437, 0, 439, 1500]
table-cell: Thường gặp	[451, 622, 623, 645]
table-cell: Rất hiếm gặp	[535, 245, 602, 268]
table-cell: Tăng phosphat kiềm máu	[602, 544, 803, 557]
table-cell: Suy nhược cơ thể, sốt	[602, 518, 803, 531]
paragraph: Không quá 30°C, tránh ẩm và ánh sáng.	[820, 1161, 974, 1172]
subheading: Cyclosporin	[25, 187, 70, 198]
table-cell: Nôn mửa, tăng transaminase thoáng qua, phát ban.	[622, 622, 803, 645]
paragraph: - Cơ chế đề kháng:	[450, 1152, 524, 1163]
table-cell: Phù mạch, tăng tiết mồ hôi	[602, 531, 803, 544]
paragraph: Để tránh có tinh thể niệu nên duy trì đủ lượng nước uống vào, không để nước tiểu quá kiềm.	[450, 810, 804, 820]
table-row	[26, 1073, 425, 1086]
table-cell: Tim	[451, 52, 536, 98]
table-cell: Phản ứng phản vệ, sốc phản vệ (đe dọa tính mạng), phản ứng giống bệnh huyết thanh	[197, 922, 424, 945]
table-cell: Rất hiếm gặp	[535, 436, 602, 469]
table-cell: Chưa rõ	[121, 1060, 197, 1073]
bullet-icon: •	[828, 144, 836, 155]
iv-adverse-effects-table	[450, 621, 804, 761]
paragraph: Tỷ lệ mắc bệnh khớp (đau khớp, viêm khớp), được đề cập ở trên là dữ liệu thu thập được trong các nghiên cứu ở người lớn. Ở trẻ em, bệnh khớp được báo cáo thường xảy ra.	[450, 776, 804, 797]
bullet-icon: •	[828, 178, 834, 188]
table-header: Hệ cơ quan	[451, 26, 536, 39]
paragraph: Chỉ có một lượng nhỏ (< 10%) ciprofloxacin được thải trừ bằng cách thẩm phân máu hoặc thẩm phân màng bụng.	[450, 1030, 804, 1051]
table-cell: Mắt	[26, 1145, 122, 1171]
table-cell: Tiêu hóa	[451, 147, 536, 219]
table-row	[451, 622, 804, 645]
